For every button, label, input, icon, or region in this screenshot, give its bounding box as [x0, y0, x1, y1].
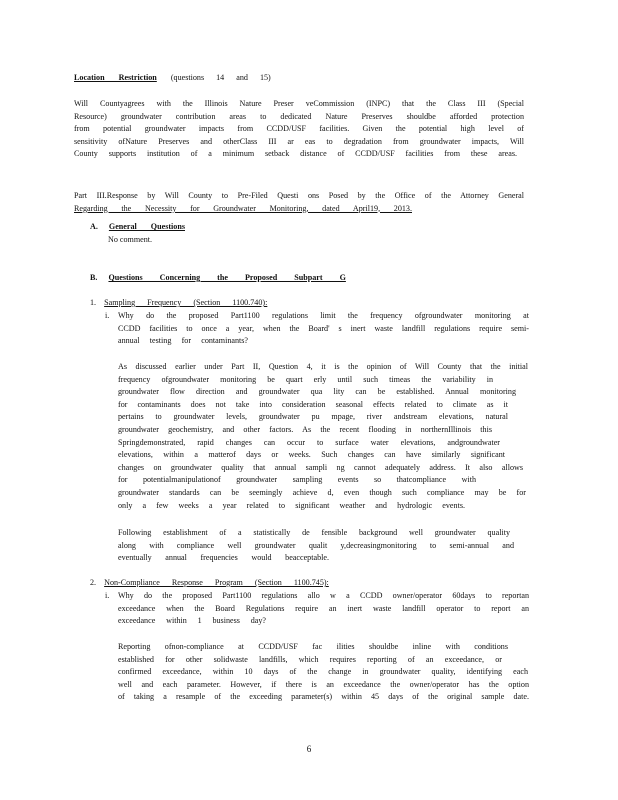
- text-line: County supports institution of a minimum setback distance of CCDD/USF facilities from these areas.: [74, 149, 517, 159]
- q2-label: 2.: [90, 578, 97, 587]
- text-line: confirmed exceedance, within 10 days of the change in groundwater quality, identifying each: [118, 667, 528, 677]
- location-heading-questions: (questions 14 and 15): [170, 73, 271, 82]
- text-line: well and each parameter. However, if there is an exceedance the owner/operator has the option: [118, 679, 529, 689]
- text-line: changes on groundwater quality that annual sampli ng cannot adequately address. It also allows: [118, 462, 523, 472]
- text-line: Springdemonstrated, rapid changes can occur to surface water elevations, andgroundwater: [118, 437, 500, 447]
- section-b-label: B.: [90, 273, 98, 282]
- q1-roman: i.: [105, 311, 110, 320]
- text-line: elevations, within a matterof days or weeks. Such changes can have similarly significant: [118, 450, 505, 460]
- q1-title: Sampling Frequency (Section 1100.740):: [104, 298, 268, 307]
- q2-title: Non-Compliance Response Program (Section 1100.745):: [104, 578, 329, 587]
- page-number: 6: [306, 744, 312, 754]
- q1-header: [90, 297, 390, 310]
- text-line: groundwater geochemistry, and other factors. As the recent flooding in northernIllinois this: [118, 424, 492, 434]
- text-line: from potential groundwater impacts from CCDD/USF facilities. Given the potential high level of: [74, 124, 524, 134]
- section-a-text: No comment.: [108, 235, 153, 244]
- section-a: [90, 221, 290, 234]
- text-line: CCDD facilities to once a year, when the Board' s inert waste landfill regulations require semi-: [118, 323, 529, 333]
- text-line: Why do the proposed Part1100 regulations allo w a CCDD owner/operator 60days to reportan: [118, 591, 529, 600]
- q2-header: [90, 577, 390, 590]
- part3-title: [74, 190, 524, 215]
- section-a-title: General Questions: [108, 222, 185, 231]
- q1-label: 1.: [90, 298, 97, 307]
- text-line: pertains to groundwater levels, groundwater pu mpage, river andstream elevations, natural: [118, 412, 508, 422]
- text-line: Following establishment of a statistically de fensible background well groundwater quality: [118, 528, 510, 537]
- q1-answer-paragraph-2: [118, 527, 528, 565]
- part3-title-line: Regarding the Necessity for Groundwater Monitoring, dated April19, 2013.: [74, 203, 412, 213]
- location-paragraph: [74, 98, 524, 161]
- text-line: of taking a resample of the exceeding parameter(s) within 45 days of the original sample date.: [118, 692, 529, 702]
- text-line: exceedance when the Board Regulations require an inert waste landfill operator to report an: [118, 603, 529, 613]
- text-line: sensitivity ofNature Preserves and otherClass III ar eas to degradation from groundwater impacts, Will: [74, 136, 524, 146]
- text-line: eventually annual frequencies would beacceptable.: [118, 553, 329, 563]
- q1-question: [118, 310, 529, 348]
- text-line: for potentialmanipulationof groundwater sampling events so thatcompliance with: [118, 475, 476, 485]
- text-line: Resource) groundwater contribution areas to dedicated Nature Preserves shouldbe afforded protection: [74, 111, 524, 121]
- text-line: exceedance within 1 business day?: [118, 616, 266, 626]
- text-line: Reporting ofnon-compliance at CCDD/USF fac ilities shouldbe inline with conditions: [118, 642, 508, 651]
- text-line: groundwater standards can be seemingly achieve d, even though such compliance may be for: [118, 487, 526, 497]
- q2-question: [118, 590, 529, 628]
- text-line: only a few weeks a year related to significant weather and hydrologic events.: [118, 500, 465, 510]
- text-line: along with compliance well groundwater qualit y,decreasingmonitoring to semi-annual and: [118, 540, 514, 550]
- text-line: for contaminants does not take into consideration seasonal effects related to climate as it: [118, 399, 508, 409]
- section-b-title: Questions Concerning the Proposed Subpart G: [108, 273, 346, 282]
- text-line: Will Countyagrees with the Illinois Nature Preser veCommission (INPC) that the Class III (Special: [74, 99, 524, 108]
- text-line: established for other solidwaste landfills, which requires reporting of an exceedance, or: [118, 654, 502, 664]
- q2-answer-paragraph: [118, 641, 529, 704]
- text-line: groundwater flow direction and groundwater qua lity can be established. Annual monitoring: [118, 387, 516, 397]
- text-line: Why do the proposed Part1100 regulations limit the frequency ofgroundwater monitoring at: [118, 311, 529, 320]
- text-line: annual testing for contaminants?: [118, 336, 248, 346]
- q2-roman: i.: [105, 591, 110, 600]
- part3-title-line: Part III.Response by Will County to Pre-Filed Questi ons Posed by the Office of the Attorney General: [74, 191, 524, 200]
- location-heading: [74, 72, 374, 85]
- location-heading-title: Location Restriction: [74, 73, 157, 82]
- section-b: [90, 272, 350, 285]
- section-a-label: A.: [90, 222, 98, 231]
- text-line: frequency ofgroundwater monitoring be quart erly until such timeas the variability in: [118, 374, 493, 384]
- text-line: As discussed earlier under Part II, Question 4, it is the opinion of Will County that the initial: [118, 362, 528, 371]
- q1-answer-paragraph-1: [118, 361, 528, 512]
